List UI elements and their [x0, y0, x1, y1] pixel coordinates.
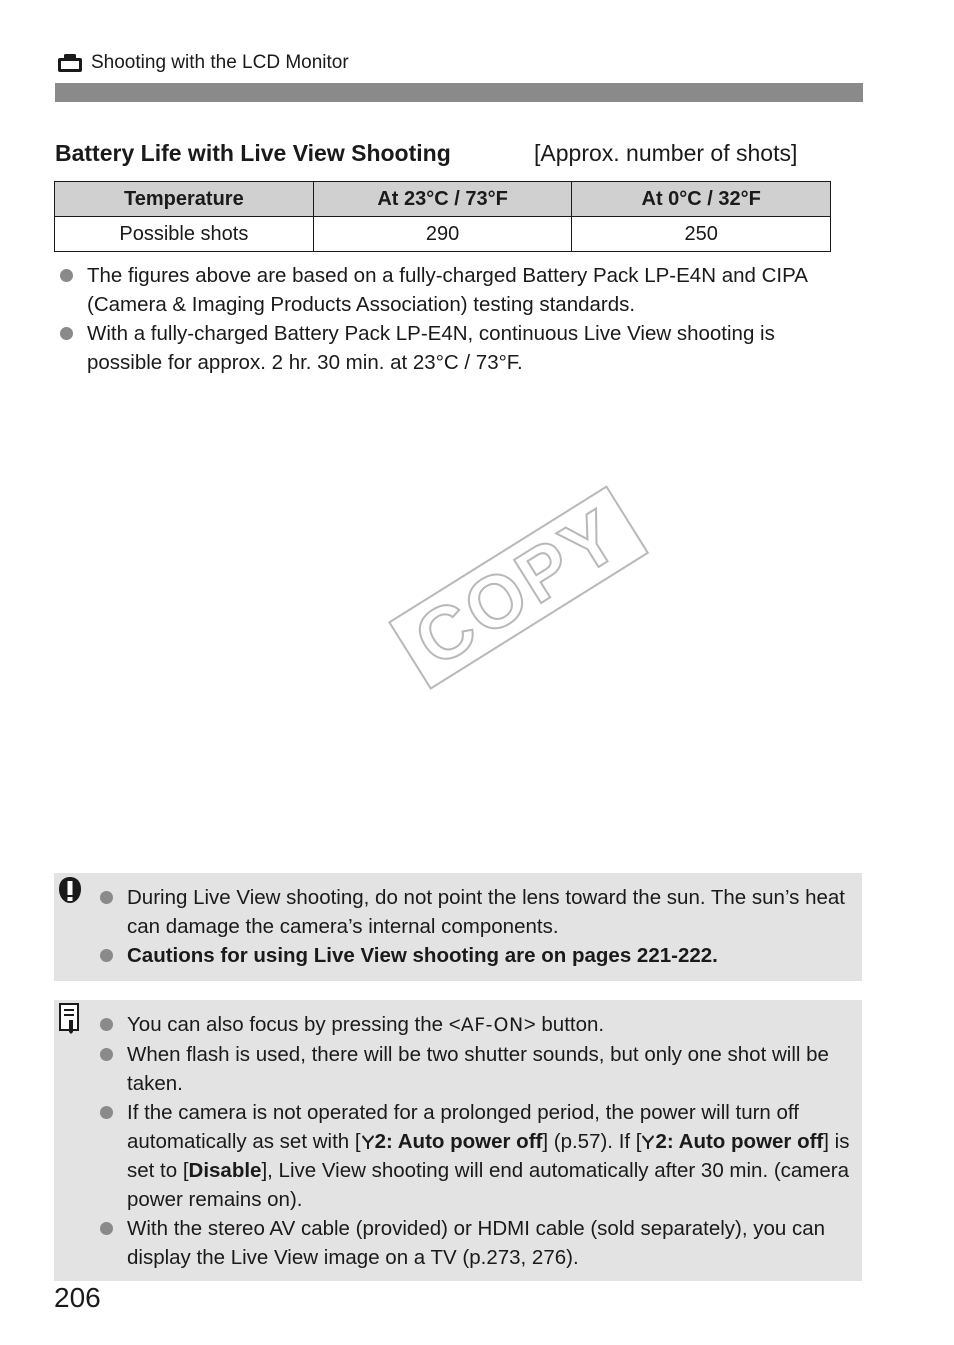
notes-list: [55, 261, 855, 377]
setup-menu-ref: [361, 1130, 543, 1153]
memo-list: [95, 1010, 855, 1272]
menu-setting-label: 2: Auto power off: [655, 1130, 824, 1153]
caution-list: [95, 883, 855, 970]
list-item-text: With a fully-charged Battery Pack LP-E4N, continuous Live View shooting is possible for approx. 2 hr. 30 min. at 23°C / 73°F.: [87, 322, 775, 374]
menu-option-label: Disable: [188, 1159, 262, 1182]
column-header: Temperature: [55, 182, 314, 217]
caution-box: [54, 873, 862, 981]
list-item-text: You can also focus by pressing the <: [127, 1013, 461, 1036]
list-item-text: With the stereo AV cable (provided) or HDMI cable (sold separately), you can display the Live View image on a TV (p.273, 276).: [127, 1217, 826, 1269]
list-item: [95, 941, 855, 970]
copy-watermark: [388, 485, 649, 689]
page-number: 206: [54, 1282, 101, 1313]
table-cell: Possible shots: [55, 217, 314, 252]
list-item: [95, 1010, 855, 1040]
list-item-text: If the camera is not operated for a prolonged period, the power will turn off automatically as set with [: [127, 1101, 799, 1153]
section-title: Battery Life with Live View Shooting: [55, 140, 451, 166]
column-header: At 0°C / 32°F: [572, 182, 831, 217]
table-cell: 250: [572, 217, 831, 252]
list-item-text: ] is set to [: [127, 1130, 850, 1182]
list-item-text: ] (p.57). If [: [542, 1130, 642, 1153]
list-item-text: > button.: [523, 1013, 605, 1036]
bullet-icon: [60, 327, 73, 340]
list-item: [55, 319, 855, 377]
bullet-icon: [100, 1018, 113, 1031]
setup-menu-ref: [641, 1130, 823, 1153]
bullet-icon: [100, 1106, 113, 1119]
list-item-text: When flash is used, there will be two shutter sounds, but only one shot will be taken.: [127, 1043, 829, 1095]
bullet-icon: [100, 949, 113, 962]
watermark-text: COPY: [388, 485, 649, 689]
menu-setting-label: 2: Auto power off: [374, 1130, 543, 1153]
page-header: [57, 50, 349, 76]
wrench-icon: [641, 1134, 655, 1150]
camera-icon: [57, 53, 83, 73]
af-on-button-icon: AF-ON: [460, 1014, 524, 1036]
header-title: Shooting with the LCD Monitor: [91, 52, 349, 73]
bullet-icon: [100, 891, 113, 904]
section-note: [Approx. number of shots]: [534, 140, 798, 166]
table-row: [55, 217, 831, 252]
bullet-icon: [60, 269, 73, 282]
battery-life-table: [54, 181, 831, 252]
list-item: [55, 261, 855, 319]
memo-icon: [56, 1002, 84, 1034]
memo-box: [54, 1000, 862, 1281]
list-item-text: The figures above are based on a fully-charged Battery Pack LP-E4N and CIPA (Camera & Imaging Products Association) testing standards.: [87, 264, 807, 316]
table-header-row: [55, 182, 831, 217]
list-item: [95, 1214, 855, 1272]
list-item: [95, 883, 855, 941]
bullet-icon: [100, 1222, 113, 1235]
list-item-text: Cautions for using Live View shooting are on pages 221-222.: [127, 944, 718, 967]
list-item-text: During Live View shooting, do not point the lens toward the sun. The sun’s heat can damage the camera’s internal components.: [127, 886, 845, 938]
header-divider: [55, 83, 863, 102]
column-header: At 23°C / 73°F: [313, 182, 572, 217]
wrench-icon: [361, 1134, 375, 1150]
table-cell: 290: [313, 217, 572, 252]
caution-icon: [56, 875, 84, 907]
bullet-icon: [100, 1048, 113, 1061]
list-item: [95, 1098, 855, 1214]
list-item: [95, 1040, 855, 1098]
list-item-text: ], Live View shooting will end automatically after 30 min. (camera power remains on).: [127, 1159, 850, 1211]
